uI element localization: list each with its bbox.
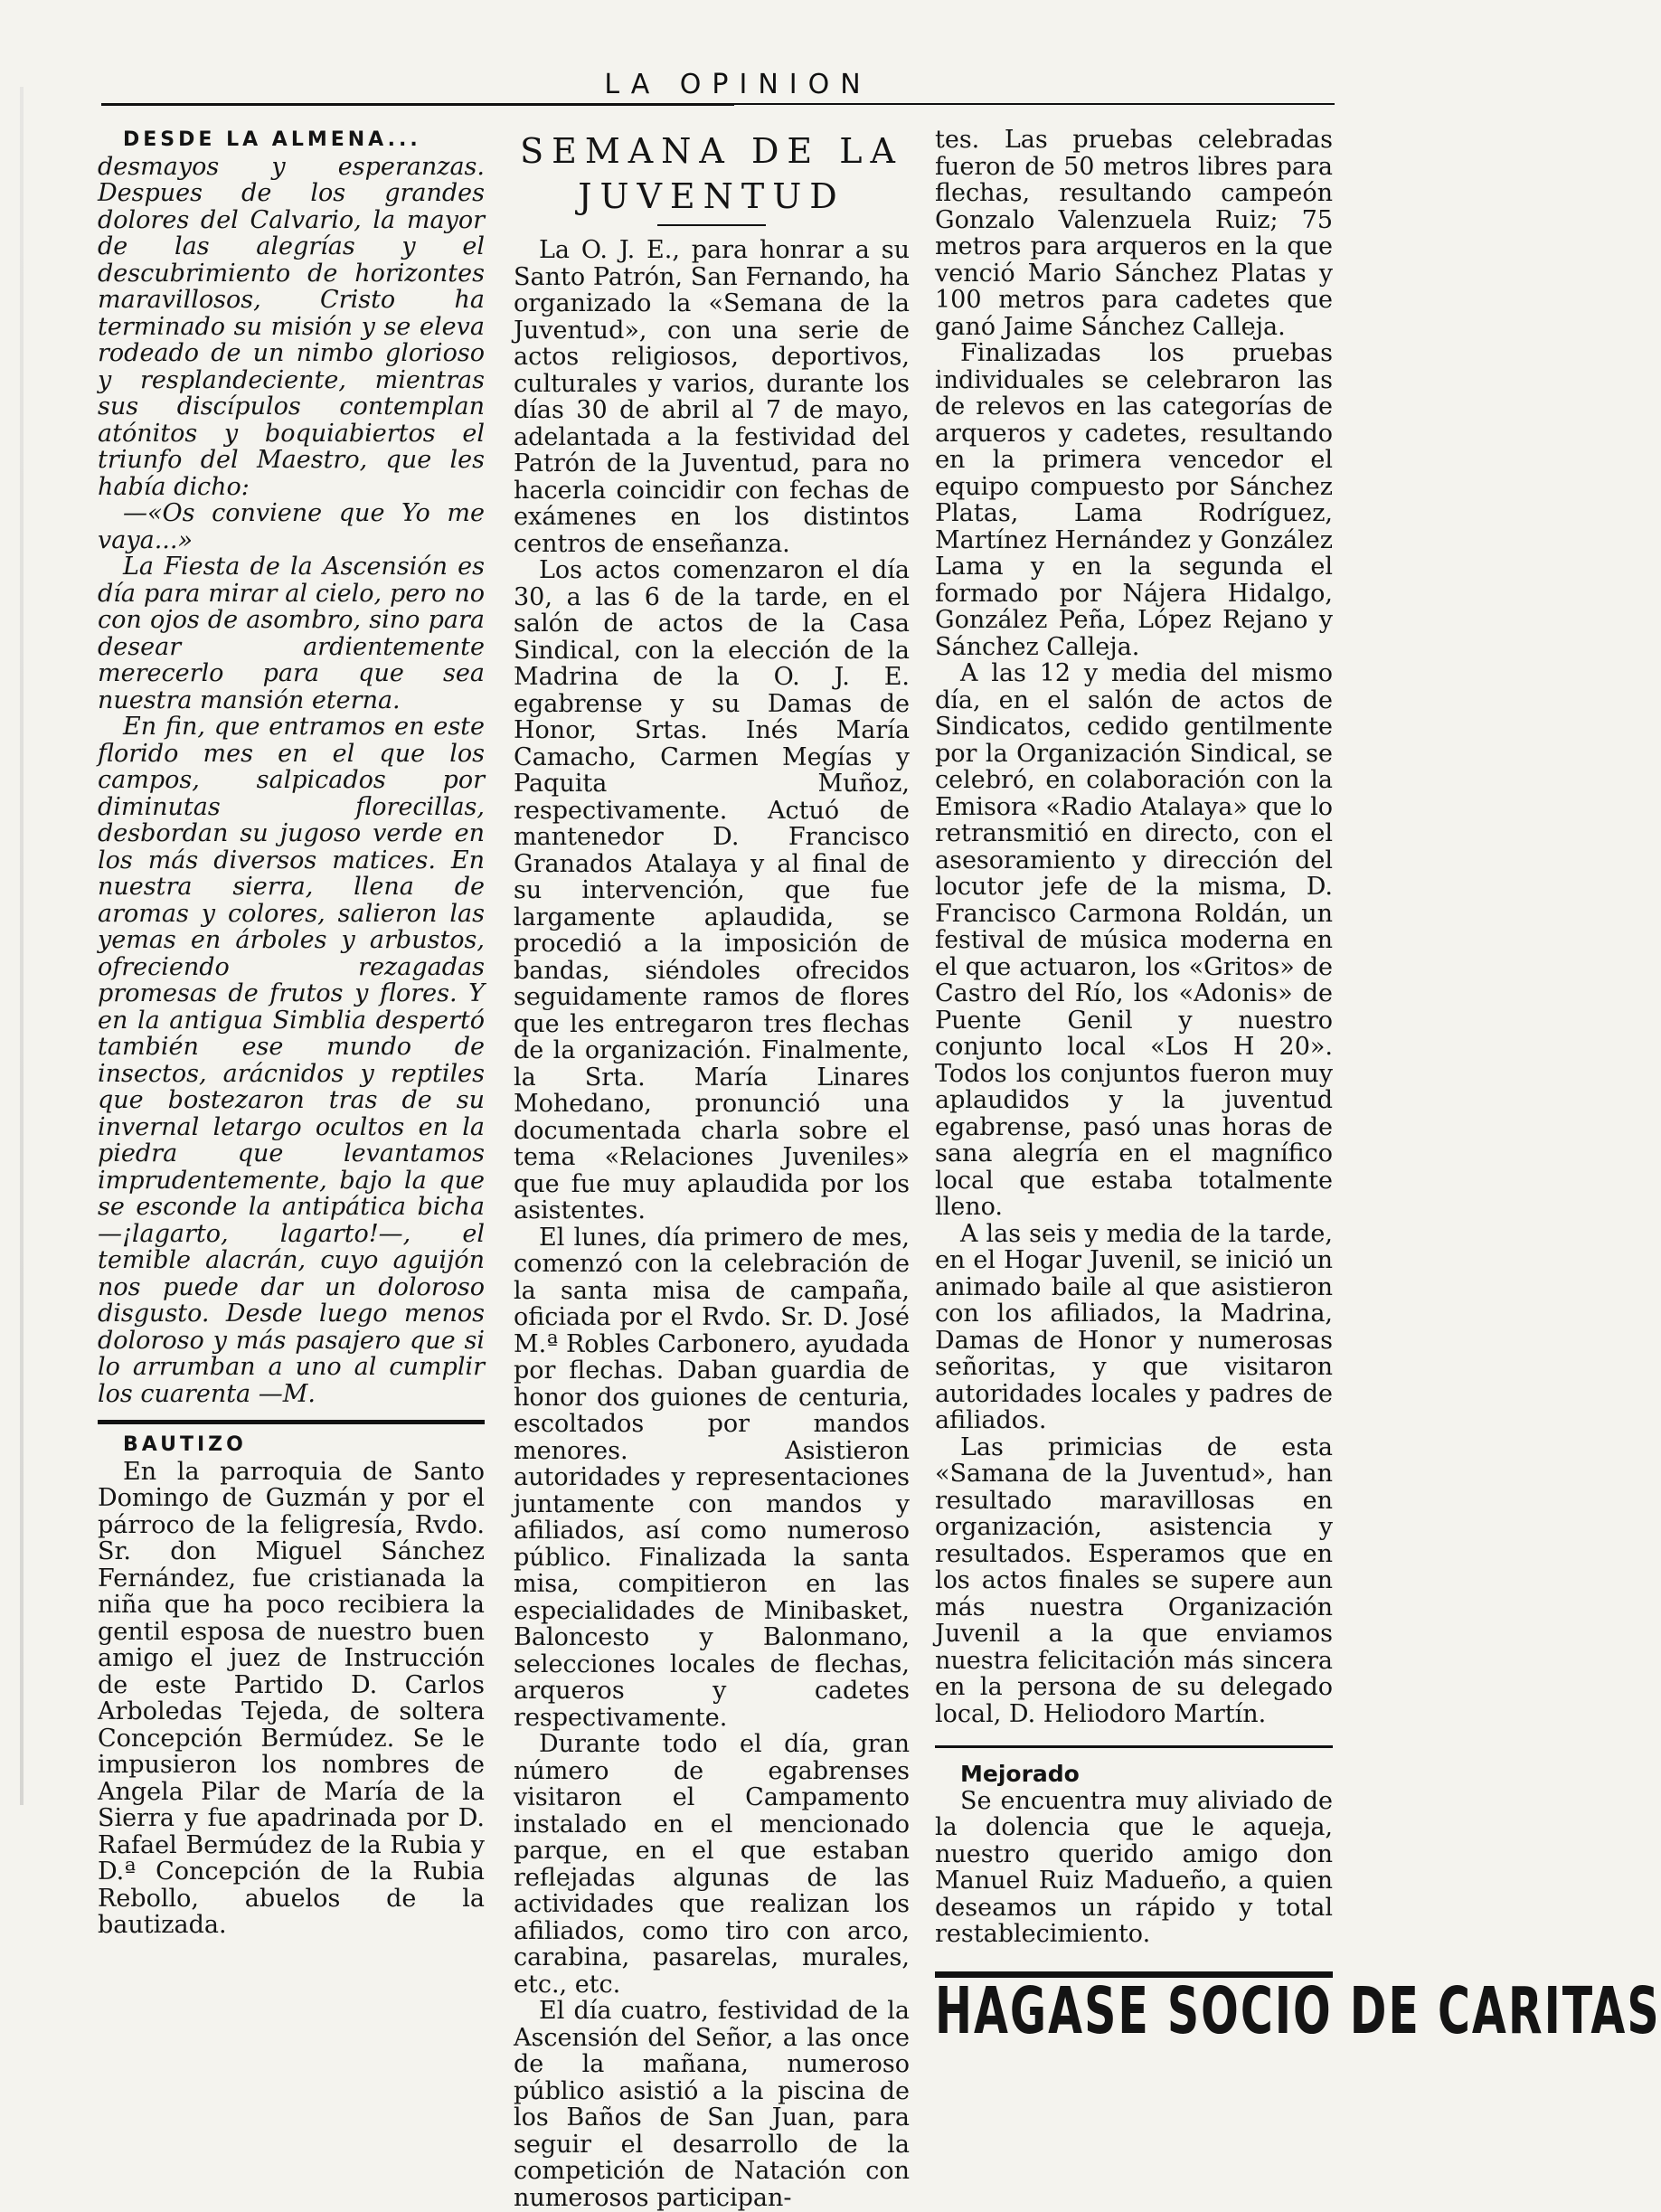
column-left <box>98 127 485 1939</box>
mejorado-heading: Mejorado <box>960 1761 1080 1787</box>
article-paragraph: —«Os conviene que Yo me vaya...» <box>98 499 485 554</box>
bautizo-heading: BAUTIZO <box>123 1433 247 1456</box>
bautizo-text: En la parroquia de Santo Domingo de Guzmán y por el párroco de la feligresía, Rvdo. Sr. don Miguel Sánchez Fernández, fue cristianada la niña que ha poco recibiera la gentil esposa de nuestro buen amigo el juez de Instrucción de este Partido D. Carlos Arboledas Tejeda, de soltera Concepción Bermúdez. Se le impusieron los nombres de Angela Pilar de María de la Sierra y fue apadrinada por D. Rafael Bermúdez de la Rubia y D.ª Concepción de la Rubia Rebollo, abuelos de la bautizada. <box>98 1457 485 1939</box>
article-title: SEMANA DE LA JUVENTUD <box>520 131 903 216</box>
section-kicker: DESDE LA ALMENA... <box>123 128 421 151</box>
article-paragraph: La Fiesta de la Ascensión es día para mirar al cielo, pero no con ojos de asombro, sino para desear ardientemente merecerlo para que sea nuestra mansión eterna. <box>98 553 485 714</box>
article-paragraph: Durante todo el día, gran número de egabrenses visitaron el Campamento instalado en el mencionado parque, en el que estaban reflejadas algunas de las actividades que realizan los afiliados, como tiro con arco, carabina, pasarelas, murales, etc., etc. <box>514 1730 910 1999</box>
article-paragraph: Los actos comenzaron el día 30, a las 6 de la tarde, en el salón de actos de la Casa Sindical, con la elección de la Madrina de la O. J. E. egabrense y su Damas de Honor, Srtas. Inés María Camacho, Carmen Megías y Paquita Muñoz, respectivamente. Actuó de mantenedor D. Francisco Granados Atalaya y al final de su intervención, que fue largamente aplaudida, se procedió a la imposición de bandas, siéndoles ofrecidos seguidamente ramos de flores que les entregaron tres flechas de la organización. Finalmente, la Srta. María Linares Mohedano, pronunció una documentada charla sobre el tema «Relaciones Juveniles» que fue muy aplaudida por los asistentes. <box>514 556 910 1224</box>
mejorado-text: Se encuentra muy aliviado de la dolencia que le aqueja, nuestro querido amigo don Manuel Ruiz Madueño, a quien deseamos un rápido y total restablecimiento. <box>935 1786 1333 1948</box>
article-paragraph: El día cuatro, festividad de la Ascensión del Señor, a las once de la mañana, numeroso público asistió a la piscina de los Baños de San Juan, para seguir el desarrollo de la competición de Natación con numerosos participan- <box>514 1997 910 2212</box>
column-center <box>514 127 910 2211</box>
section-divider <box>935 1745 1333 1748</box>
article-paragraph: tes. Las pruebas celebradas fueron de 50 metros libres para flechas, resultando campeón Gonzalo Valenzuela Ruiz; 75 metros para arqueros en la que venció Mario Sánchez Platas y 100 metros para cadetes que ganó Jaime Sánchez Calleja. <box>935 126 1333 341</box>
article-paragraph: desmayos y esperanzas. Despues de los grandes dolores del Calvario, la mayor de las alegrías y el descubrimiento de horizontes maravillosos, Cristo ha terminado su misión y se eleva rodeado de un nimbo glorioso y resplandeciente, mientras sus discípulos contemplan atónitos y boquiabiertos el triunfo del Maestro, que les había dicho: <box>98 152 485 501</box>
article-paragraph: A las 12 y media del mismo día, en el salón de actos de Sindicatos, cedido gentilmente por la Organización Sindical, se celebró, en colaboración con la Emisora «Radio Atalaya» que lo retransmitió en directo, con el asesoramiento y dirección del locutor jefe de la misma, D. Francisco Carmona Roldán, un festival de música moderna en el que actuaron, los «Gritos» de Castro del Río, los «Adonis» de Puente Genil y nuestro conjunto local «Los H 20». Todos los conjuntos fueron muy aplaudidos y la juventud egabrense, pasó unas horas de sana alegría en el magnífico local que estaba totalmente lleno. <box>935 659 1333 1221</box>
header-rule-right <box>734 103 1335 105</box>
section-divider <box>98 1420 485 1424</box>
article-paragraph: En fin, que entramos en este florido mes en el que los campos, salpicados por diminutas florecillas, desbordan su jugoso verde en los más diversos matices. En nuestra sierra, llena de aromas y colores, salieron las yemas en árboles y arbustos, ofreciendo rezagadas promesas de frutos y flores. Y en la antigua Simblia despertó también ese mundo de insectos, arácnidos y reptiles que bostezaron tras de su invernal letargo ocultos en la piedra que levantamos imprudentemente, bajo la que se esconde la antipática bicha—¡lagarto, lagarto!—, el temible alacrán, cuyo aguijón nos puede dar un doloroso disgusto. Desde luego menos doloroso y más pasajero que si lo arrumban a uno al cumplir los cuarenta —M. <box>98 713 485 1408</box>
article-paragraph: A las seis y media de la tarde, en el Hogar Juvenil, se inició un animado baile al que asistieron con los afiliados, la Madrina, Damas de Honor y numerosas señoritas, y que visitaron autoridades locales y padres de afiliados. <box>935 1219 1333 1434</box>
header-rule-left <box>101 103 734 106</box>
running-head: LA OPINION <box>604 69 872 100</box>
article-paragraph: El lunes, día primero de mes, comenzó con la celebración de la santa misa de campaña, oficiada por el Rvdo. Sr. D. José M.ª Robles Carbonero, ayudada por flechas. Daban guardia de honor dos guiones de centuria, escoltados por mandos menores. Asistieron autoridades y representaciones juntamente con mandos y afiliados, así como numeroso público. Finalizada la santa misa, compitieron en las especialidades de Minibasket, Baloncesto y Balonmano, selecciones locales de flechas, arqueros y cadetes respectivamente. <box>514 1223 910 1732</box>
article-paragraph: Finalizadas los pruebas individuales se celebraron las de relevos en las categorías de arqueros y cadetes, resultando en la primera vencedor el equipo compuesto por Sánchez Platas, Lama Rodríguez, Martínez Hernández y González Lama y en la segunda el formado por Nájera Hidalgo, González Peña, López Rejano y Sánchez Calleja. <box>935 339 1333 661</box>
page-edge-shadow <box>20 87 24 1805</box>
article-paragraph: La O. J. E., para honrar a su Santo Patrón, San Fernando, ha organizado la «Semana de la Juventud», con una serie de actos religiosos, deportivos, culturales y varios, durante los días 30 de abril al 7 de mayo, adelantada a la festividad del Patrón de la Juventud, para no hacerla coincidir con fechas de exámenes en los distintos centros de enseñanza. <box>514 236 910 558</box>
article-paragraph: Las primicias de esta «Samana de la Juventud», han resultado maravillosas en organización, asistencia y resultados. Esperamos que en los actos finales se supere aun más nuestra Organización Juvenil a la que enviamos nuestra felicitación más sincera en la persona de su delegado local, D. Heliodoro Martín. <box>935 1432 1333 1728</box>
title-underline <box>657 224 766 226</box>
caritas-banner: HAGASE SOCIO DE CARITAS <box>935 1973 1661 2048</box>
column-right <box>935 126 1661 2048</box>
